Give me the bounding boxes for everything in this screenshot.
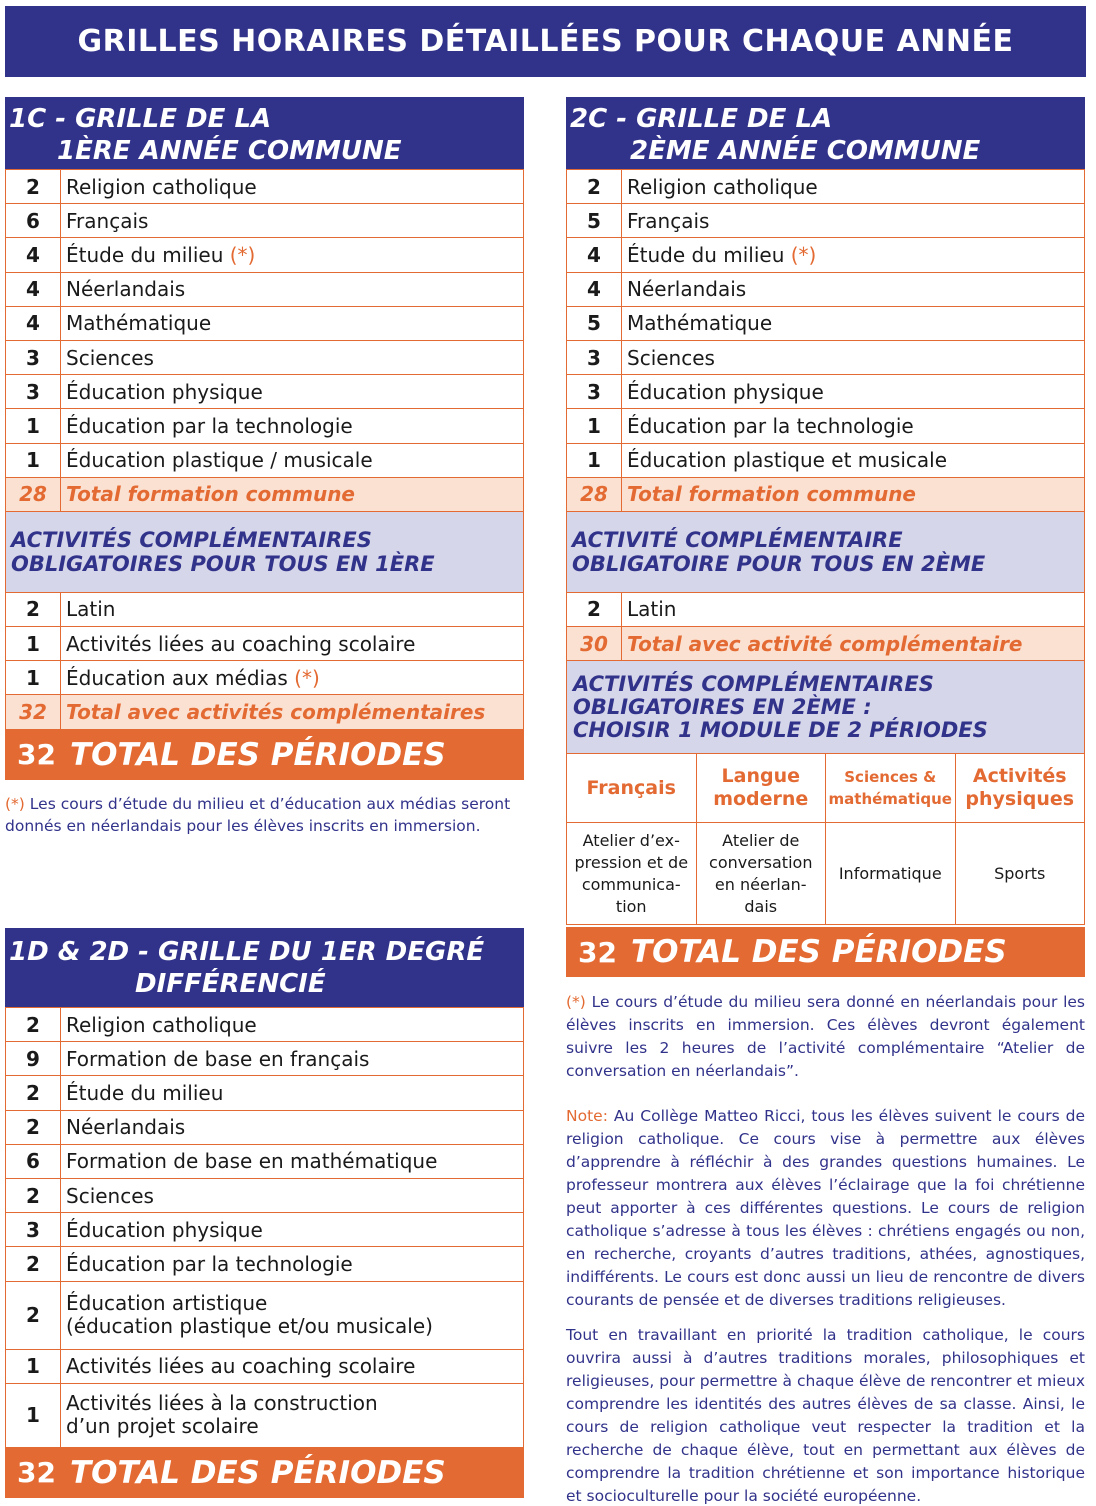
- subject: Français: [622, 204, 1085, 238]
- grid-1d-header: [5, 928, 524, 1007]
- table-row: [567, 272, 1085, 306]
- subject-line2: (éducation plastique et/ou musicale): [66, 1314, 433, 1338]
- footnote: [5, 793, 524, 837]
- grand-total-number: 32: [578, 935, 617, 969]
- subject: Néerlandais: [61, 1110, 524, 1144]
- grand-total: [5, 1448, 524, 1498]
- module-body: Atelier d’ex-pression et de communica-tion: [567, 823, 697, 925]
- subject: Mathématique: [61, 306, 524, 340]
- subject: Éducation par la technologie: [61, 409, 524, 443]
- section-line1: ACTIVITÉS COMPLÉMENTAIRES: [573, 671, 934, 696]
- table-row: [567, 238, 1085, 272]
- footnote-mark: (*): [566, 993, 586, 1012]
- section-line1: ACTIVITÉS COMPLÉMENTAIRES: [11, 527, 372, 552]
- footnote-text: Les cours d’étude du milieu et d’éducation aux médias seront donnés en néerlandais pour les élèves inscrits en immersion.: [5, 794, 511, 835]
- footnote: [566, 991, 1085, 1083]
- footnote-text: Le cours d’étude du milieu sera donné en néerlandais pour les élèves inscrits en immersion. Ces élèves devront également suivre les 2 heures de l’activité complémentaire “Atelier de conversation en néerlandais”.: [566, 993, 1085, 1081]
- periods: 1: [6, 627, 61, 661]
- subject: Latin: [61, 592, 524, 626]
- grid-1c-complementary: [5, 592, 524, 730]
- periods: 4: [567, 238, 622, 272]
- note-label: Note:: [566, 1107, 608, 1126]
- grand-total-label: TOTAL DES PÉRIODES: [69, 1454, 446, 1491]
- table-row: [567, 592, 1085, 626]
- grid-2c-table: [566, 169, 1085, 512]
- module-body: Informatique: [826, 823, 956, 925]
- subject-label: Éducation aux médias: [66, 665, 288, 690]
- table-row: [6, 661, 524, 695]
- periods: 2: [6, 1281, 61, 1349]
- total-periods: 28: [6, 477, 61, 511]
- table-row: [6, 1213, 524, 1247]
- periods: 2: [6, 1178, 61, 1212]
- table-row: [567, 340, 1085, 374]
- table-row: [6, 1042, 524, 1076]
- subject: Éducation physique: [61, 375, 524, 409]
- subject: Religion catholique: [61, 170, 524, 204]
- subject-label: Étude du milieu: [627, 242, 785, 267]
- periods: 3: [567, 340, 622, 374]
- subject: Français: [61, 204, 524, 238]
- grid-1c-header: [5, 97, 524, 169]
- module-head: Langue moderne: [696, 754, 826, 823]
- total-label: Total formation commune: [622, 477, 1085, 511]
- total-label: Total avec activités complémentaires: [61, 695, 524, 729]
- periods: 2: [6, 1008, 61, 1042]
- section-header: [566, 512, 1085, 592]
- table-row: [6, 1076, 524, 1110]
- subject-line1: Éducation artistique: [66, 1291, 268, 1315]
- section-line2: OBLIGATOIRES EN 2ÈME :: [573, 694, 872, 719]
- table-row: [6, 627, 524, 661]
- subject: Néerlandais: [622, 272, 1085, 306]
- table-row: [6, 443, 524, 477]
- total-periods: 30: [567, 627, 622, 661]
- periods: 6: [6, 1144, 61, 1178]
- subject: Mathématique: [622, 306, 1085, 340]
- total-row: [567, 477, 1085, 511]
- subject: Éducation physique: [622, 375, 1085, 409]
- subject: Latin: [622, 592, 1085, 626]
- table-row: [6, 592, 524, 626]
- subject: Activités liées au coaching scolaire: [61, 627, 524, 661]
- grid-2c: [566, 97, 1085, 1506]
- total-label: Total avec activité complémentaire: [622, 627, 1085, 661]
- periods: 2: [6, 592, 61, 626]
- periods: 4: [567, 272, 622, 306]
- subject-line1: Activités liées à la construction: [66, 1391, 378, 1416]
- subject: [61, 238, 524, 272]
- grid-2c-header: [566, 97, 1085, 169]
- table-row: [6, 170, 524, 204]
- total-row: [6, 695, 524, 729]
- table-row: [567, 204, 1085, 238]
- periods: 2: [6, 1110, 61, 1144]
- subject: Activités liées au coaching scolaire: [61, 1349, 524, 1383]
- section-header: [5, 512, 524, 592]
- periods: 3: [6, 375, 61, 409]
- table-row: [6, 238, 524, 272]
- note-text: Au Collège Matteo Ricci, tous les élèves suivent le cours de religion catholique. Ce cours vise à permettre aux élèves d’apprendre à réfléchir à des grandes questions humaines. Le professeur montrera aux élèves l’éclairage que la foi chrétienne peut apporter à ces différentes questions. Le cours de religion catholique s’adresse à tous les élèves : chrétiens engagés ou non, en recherche, croyants d’autres traditions, athées, agnostiques, indifférents. Le cours est donc aussi un lieu de rencontre de divers courants de pensée et de diverses traditions religieuses.: [566, 1107, 1085, 1310]
- subject: [61, 1383, 524, 1447]
- periods: 3: [6, 1213, 61, 1247]
- table-row: [6, 1281, 524, 1349]
- subject: [61, 1281, 524, 1349]
- subject: Religion catholique: [61, 1008, 524, 1042]
- asterisk-mark: (*): [294, 665, 320, 690]
- subject: Formation de base en français: [61, 1042, 524, 1076]
- section-line3: CHOISIR 1 MODULE DE 2 PÉRIODES: [573, 717, 988, 742]
- grid-1c: [5, 97, 524, 837]
- grid-1c-header-line1: 1C - GRILLE DE LA: [9, 104, 272, 134]
- periods: 1: [567, 409, 622, 443]
- grand-total-label: TOTAL DES PÉRIODES: [630, 934, 1007, 971]
- total-label: Total formation commune: [61, 477, 524, 511]
- periods: 4: [6, 306, 61, 340]
- table-row: [6, 409, 524, 443]
- table-row: [6, 1178, 524, 1212]
- total-periods: 28: [567, 477, 622, 511]
- grid-1d-header-line1: 1D & 2D - GRILLE DU 1ER DEGRÉ: [9, 937, 485, 967]
- periods: 2: [567, 592, 622, 626]
- grid-2c-header-line1: 2C - GRILLE DE LA: [570, 104, 833, 134]
- subject: Formation de base en mathématique: [61, 1144, 524, 1178]
- table-row: [6, 204, 524, 238]
- periods: 5: [567, 306, 622, 340]
- subject: [61, 661, 524, 695]
- table-row: [6, 1110, 524, 1144]
- table-row: [6, 1383, 524, 1447]
- table-row: [6, 1144, 524, 1178]
- subject: Éducation physique: [61, 1213, 524, 1247]
- subject: Religion catholique: [622, 170, 1085, 204]
- grid-1d-table: [5, 1007, 524, 1448]
- module-body: Sports: [955, 823, 1085, 925]
- grid-2c-complementary: [566, 592, 1085, 661]
- grid-1d-2d: [5, 928, 524, 1498]
- periods: 9: [6, 1042, 61, 1076]
- table-row: [6, 1247, 524, 1281]
- subject-line2: d’un projet scolaire: [66, 1414, 259, 1439]
- subject: [622, 238, 1085, 272]
- asterisk-mark: (*): [790, 242, 817, 267]
- module-body-row: [567, 823, 1085, 925]
- periods: 1: [6, 661, 61, 695]
- total-row: [6, 477, 524, 511]
- table-row: [6, 1349, 524, 1383]
- module-table: [566, 753, 1085, 925]
- section-line2: OBLIGATOIRE POUR TOUS EN 2ÈME: [572, 551, 986, 576]
- grand-total: [566, 927, 1085, 977]
- module-head: Activités physiques: [955, 754, 1085, 823]
- module-head-row: [567, 754, 1085, 823]
- grid-2c-header-line2: 2ÈME ANNÉE COMMUNE: [630, 136, 981, 166]
- subject: Éducation par la technologie: [622, 409, 1085, 443]
- periods: 6: [6, 204, 61, 238]
- paragraph: Tout en travaillant en priorité la tradition catholique, le cours ouvrira aussi à d’autres traditions morales, philosophiques et religieuses, pour permettre à chaque élève de rencontrer et mieux comprendre les identités des autres élèves de sa classe. Ainsi, le cours de religion catholique veut respecter la tradition et la recherche de chaque élève, tout en permettant aux élèves de comprendre la tradition chrétienne et son importance historique et socioculturelle pour la société européenne.: [566, 1326, 1085, 1506]
- grand-total-label: TOTAL DES PÉRIODES: [69, 736, 446, 773]
- table-row: [6, 306, 524, 340]
- section-header-modules: [566, 661, 1085, 753]
- table-row: [567, 306, 1085, 340]
- table-row: [567, 443, 1085, 477]
- table-row: [6, 272, 524, 306]
- periods: 1: [6, 1383, 61, 1447]
- periods: 1: [6, 1349, 61, 1383]
- module-body: Atelier de conversation en néerlan-dais: [696, 823, 826, 925]
- section-line2: OBLIGATOIRES POUR TOUS EN 1ÈRE: [11, 551, 435, 576]
- subject: Sciences: [61, 340, 524, 374]
- table-row: [567, 409, 1085, 443]
- total-periods: 32: [6, 695, 61, 729]
- note-paragraph: [566, 1105, 1085, 1312]
- periods: 3: [567, 375, 622, 409]
- periods: 1: [6, 409, 61, 443]
- periods: 1: [567, 443, 622, 477]
- table-row: [567, 170, 1085, 204]
- table-row: [6, 1008, 524, 1042]
- asterisk-mark: (*): [229, 242, 256, 267]
- subject: Sciences: [622, 340, 1085, 374]
- module-head: Français: [567, 754, 697, 823]
- grid-1d-header-line2: DIFFÉRENCIÉ: [135, 969, 326, 999]
- table-row: [567, 375, 1085, 409]
- subject-label: Étude du milieu: [66, 242, 224, 267]
- periods: 4: [6, 238, 61, 272]
- periods: 2: [6, 1076, 61, 1110]
- subject: Éducation plastique / musicale: [61, 443, 524, 477]
- grid-1c-header-line2: 1ÈRE ANNÉE COMMUNE: [57, 136, 402, 166]
- grid-1c-table: [5, 169, 524, 512]
- page-title: GRILLES HORAIRES DÉTAILLÉES POUR CHAQUE ANNÉE: [5, 6, 1086, 77]
- grand-total: [5, 730, 524, 780]
- total-row: [567, 627, 1085, 661]
- grand-total-number: 32: [17, 738, 56, 772]
- subject: Éducation par la technologie: [61, 1247, 524, 1281]
- periods: 4: [6, 272, 61, 306]
- subject: Éducation plastique et musicale: [622, 443, 1085, 477]
- module-head: Sciences & mathématique: [826, 754, 956, 823]
- periods: 1: [6, 443, 61, 477]
- periods: 3: [6, 340, 61, 374]
- section-line1: ACTIVITÉ COMPLÉMENTAIRE: [572, 527, 903, 552]
- subject: Sciences: [61, 1178, 524, 1212]
- periods: 2: [567, 170, 622, 204]
- periods: 5: [567, 204, 622, 238]
- subject: Étude du milieu: [61, 1076, 524, 1110]
- table-row: [6, 375, 524, 409]
- periods: 2: [6, 170, 61, 204]
- grand-total-number: 32: [17, 1456, 56, 1490]
- periods: 2: [6, 1247, 61, 1281]
- table-row: [6, 340, 524, 374]
- subject: Néerlandais: [61, 272, 524, 306]
- footnote-mark: (*): [5, 794, 25, 813]
